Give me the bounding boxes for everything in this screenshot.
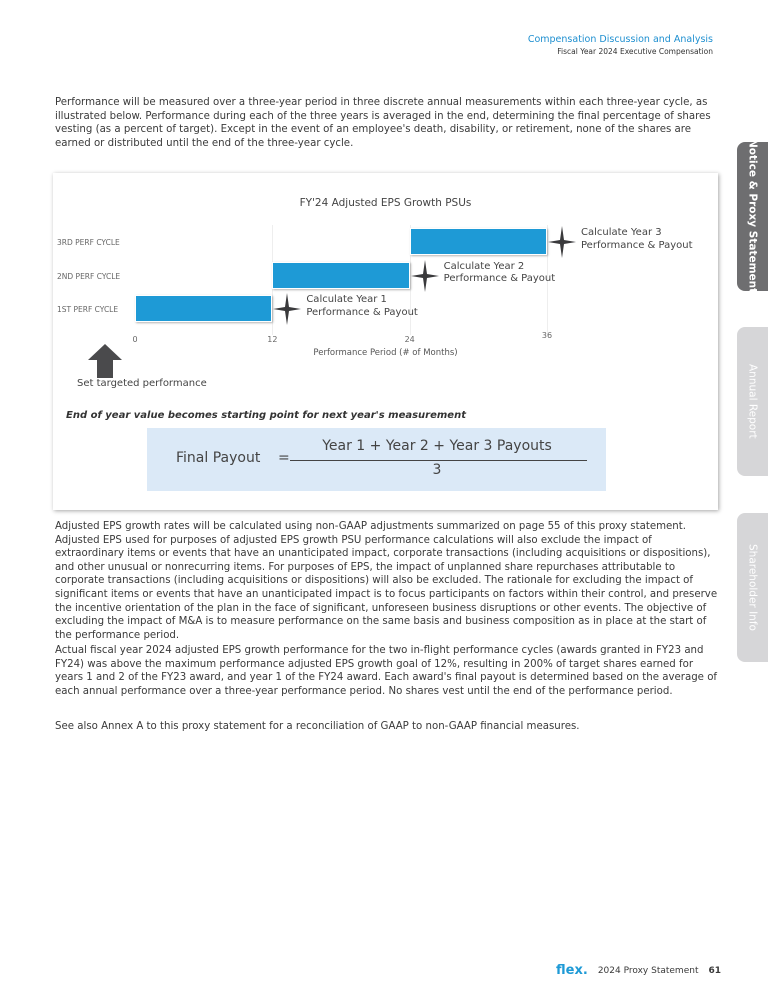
body-paragraph: See also Annex A to this proxy statement for a reconciliation of GAAP to non-GAAP financial measures.	[55, 721, 580, 732]
up-arrow-icon	[87, 344, 123, 378]
callout-line: Performance & Payout	[581, 239, 693, 251]
footer	[556, 963, 721, 978]
row-label: 3RD PERF CYCLE	[57, 238, 120, 247]
tab-label: Shareholder Info	[746, 544, 759, 631]
star-icon	[548, 226, 576, 258]
psu-chart	[53, 173, 718, 510]
chart-title: FY'24 Adjusted EPS Growth PSUs	[299, 197, 472, 209]
callout-label	[581, 227, 693, 252]
formula-lhs: Final Payout	[176, 450, 261, 466]
row-label: 1ST PERF CYCLE	[57, 305, 119, 314]
flex-logo: flex.	[556, 963, 588, 978]
x-tick-label: 12	[267, 335, 278, 344]
document-name: 2024 Proxy Statement	[597, 965, 699, 976]
row-label: 2ND PERF CYCLE	[57, 271, 121, 281]
fraction-line	[290, 460, 587, 461]
tab-annual-report[interactable]	[737, 327, 768, 476]
callout-line: Calculate Year 3	[581, 227, 662, 238]
callout-line: Calculate Year 1	[306, 294, 387, 305]
cycle-bar	[135, 295, 272, 322]
tab-label: Notice & Proxy Statement	[746, 139, 759, 294]
subsection-title: Fiscal Year 2024 Executive Compensation	[557, 47, 713, 56]
section-title: Compensation Discussion and Analysis	[527, 34, 713, 45]
x-tick-label: 0	[132, 335, 138, 344]
x-tick-label: 36	[541, 331, 553, 340]
callout-line: Performance & Payout	[306, 306, 418, 318]
formula-denominator: 3	[432, 462, 442, 478]
callout-line: Performance & Payout	[443, 273, 556, 284]
tab-shareholder-info[interactable]	[737, 513, 768, 662]
set-target-label: Set targeted performance	[77, 378, 207, 389]
body-paragraph: Adjusted EPS growth rates will be calculated using non-GAAP adjustments summarized on page 55 of this proxy statement. Adjusted EPS used for purposes of adjusted EPS growth PSU performance calculations will also exclude the impact of extraordinary items or events that have an unanticipated impact, corporate transactions (including acquisitions or dispositions), and other unusual or nonrecurring items. For purposes of EPS, the impact of unplanned share repurchases attributable to corporate transactions (including acquisitions or dispositions) will also be excluded. The rationale for excluding the impact of significant items or events that have an unanticipated impact is to focus participants on factors within their control, and preserve the incentive orientation of the plan in the face of significant, unforeseen business disruptions or other events. The objective of excluding the impact of M&A is to measure performance on the same basis and business composition as in place at the start of the performance period.	[55, 521, 718, 641]
callout-label	[444, 261, 556, 286]
tab-label: Annual Report	[746, 364, 759, 439]
cycle-bar	[410, 228, 547, 255]
callout-line: Calculate Year 2	[443, 260, 525, 272]
gantt-plot	[53, 173, 718, 373]
x-tick-label: 24	[404, 335, 415, 344]
star-icon	[273, 293, 301, 325]
formula-numerator: Year 1 + Year 2 + Year 3 Payouts	[322, 438, 552, 454]
intro-paragraph: Performance will be measured over a three-year period in three discrete annual measurements within each three-year cycle, as illustrated below. Performance during each of the three years is averaged in the end, determining the final percentage of shares vesting (as a percent of target). Except in the event of an employee's death, disability, or retirement, none of the shares are earned or distributed until the end of the three-year cycle.	[55, 97, 711, 149]
page-number: 61	[708, 965, 721, 976]
measurement-note: End of year value becomes starting point for next year's measurement	[66, 410, 466, 421]
body-paragraph: Actual fiscal year 2024 adjusted EPS growth performance for the two in-flight performance cycles (awards granted in FY23 and FY24) was above the maximum performance adjusted EPS growth goal of 12%, resulting in 200% of target shares earned for years 1 and 2 of the FY23 award, and year 1 of the FY24 award. Each award's final payout is determined based on the average of each annual performance over a three-year performance period. No shares vest until the end of the performance period.	[55, 645, 718, 697]
star-icon	[411, 260, 439, 292]
tab-notice-proxy-statement[interactable]	[737, 139, 768, 294]
formula-equals: =	[278, 450, 290, 466]
final-payout-formula	[147, 428, 606, 491]
x-axis-title: Performance Period (# of Months)	[313, 348, 458, 358]
callout-label	[306, 294, 418, 319]
cycle-bar	[272, 262, 409, 289]
